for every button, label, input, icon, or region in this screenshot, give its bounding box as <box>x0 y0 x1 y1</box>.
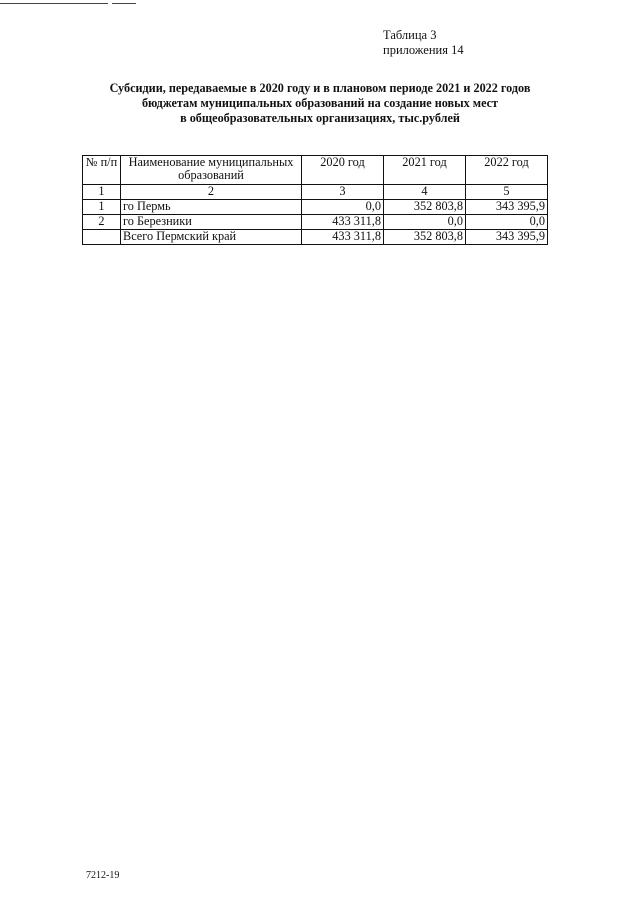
row-2021: 0,0 <box>384 215 466 230</box>
row-name: го Березники <box>121 215 302 230</box>
column-number-1: 1 <box>83 185 121 200</box>
table-row <box>83 200 548 215</box>
header-name: Наименование муниципальных образований <box>121 156 302 185</box>
row-num: 1 <box>83 200 121 215</box>
total-name: Всего Пермский край <box>121 230 302 245</box>
header-2021: 2021 год <box>384 156 466 185</box>
column-number-5: 5 <box>466 185 548 200</box>
row-2020: 433 311,8 <box>302 215 384 230</box>
document-code: 7212-19 <box>86 870 120 881</box>
table-header-row <box>83 156 548 185</box>
row-num: 2 <box>83 215 121 230</box>
table-row <box>83 215 548 230</box>
row-name: го Пермь <box>121 200 302 215</box>
heading-line-1: Субсидии, передаваемые в 2020 году и в плановом периоде 2021 и 2022 годов <box>109 81 531 95</box>
row-2021: 352 803,8 <box>384 200 466 215</box>
total-2020: 433 311,8 <box>302 230 384 245</box>
header-2020: 2020 год <box>302 156 384 185</box>
column-number-3: 3 <box>302 185 384 200</box>
row-2020: 0,0 <box>302 200 384 215</box>
heading-line-2: бюджетам муниципальных образований на создание новых мест <box>141 96 499 110</box>
header-2022: 2022 год <box>466 156 548 185</box>
header-num: № п/п <box>83 156 121 185</box>
table-reference <box>383 28 464 58</box>
column-number-row <box>83 185 548 200</box>
top-rule-short <box>112 3 136 4</box>
total-2022: 343 395,9 <box>466 230 548 245</box>
table-reference-line-1: Таблица 3 <box>383 28 437 42</box>
total-row <box>83 230 548 245</box>
subsidies-table <box>82 155 548 245</box>
table-reference-line-2: приложения 14 <box>383 43 464 57</box>
total-num <box>83 230 121 245</box>
column-number-2: 2 <box>121 185 302 200</box>
row-2022: 0,0 <box>466 215 548 230</box>
document-heading <box>60 81 580 126</box>
row-2022: 343 395,9 <box>466 200 548 215</box>
total-2021: 352 803,8 <box>384 230 466 245</box>
heading-line-3: в общеобразовательных организациях, тыс.рублей <box>180 111 460 125</box>
top-rule <box>0 3 108 4</box>
column-number-4: 4 <box>384 185 466 200</box>
